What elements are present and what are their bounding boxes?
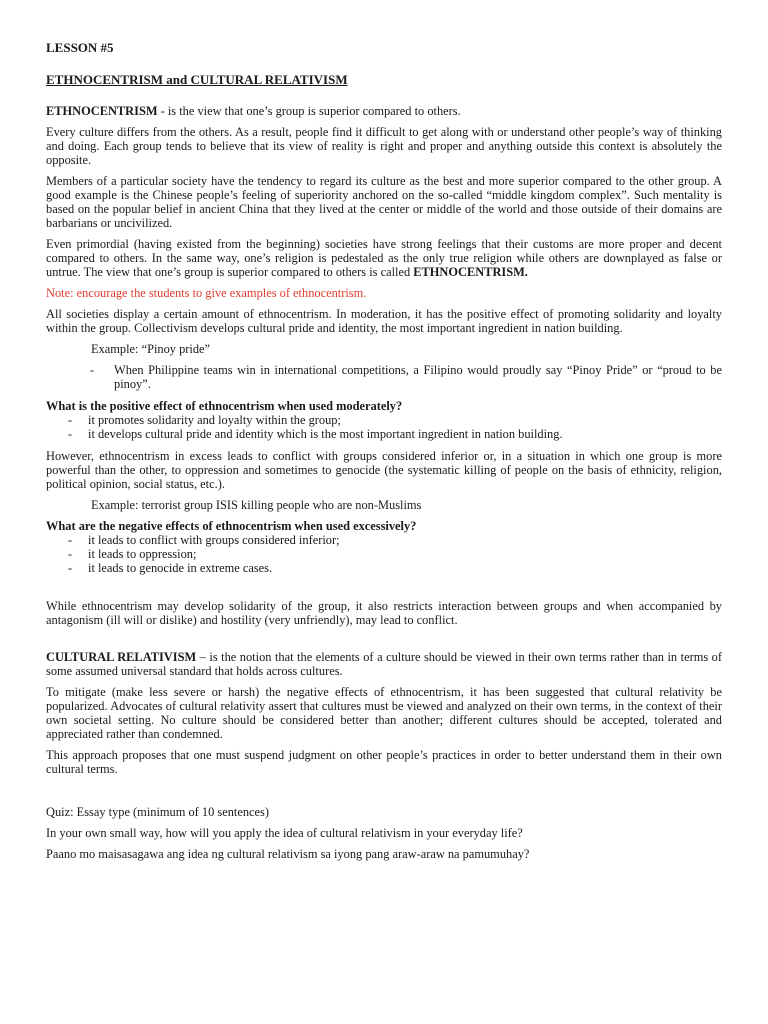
teacher-note: Note: encourage the students to give examples of ethnocentrism. [46,286,367,300]
spacer [46,583,722,599]
list-item: - it leads to oppression; [46,547,722,561]
example-isis: Example: terrorist group ISIS killing people who are non-Muslims [91,498,422,512]
paragraph-primordial [46,237,722,279]
cultural-relativism-term: CULTURAL RELATIVISM [46,650,197,664]
cultural-relativism-definition-text: – is the notion that the elements of a culture should be viewed in their own terms rather than in terms of some assumed universal standard that holds across cultures. [46,650,722,678]
ethnocentrism-definition [46,104,722,118]
lesson-title: ETHNOCENTRISM and CULTURAL RELATIVISM [46,72,348,87]
list-item: - it develops cultural pride and identity which is the most important ingredient in nation building. [46,427,722,441]
list-item: - it leads to genocide in extreme cases. [46,561,722,575]
paragraph-mitigate: To mitigate (make less severe or harsh) the negative effects of ethnocentrism, it has been suggested that cultural relativity be popularized. Advocates of cultural relativity assert that cultures must be viewed and analyzed on their own terms, in the context of their own societal setting. No culture should be considered better than another; different cultures should be accepted, tolerated and appreciated rather than condemned. [46,685,722,741]
paragraph-culture-differs: Every culture differs from the others. As a result, people find it difficult to get along with or understand other people’s way of thinking and doing. Each group tends to believe that its view of reality is right and proper and anything outside this context is absolutely the opposite. [46,125,722,167]
spacer [46,783,722,805]
list-item: - When Philippine teams win in international competitions, a Filipino would proudly say “Pinoy Pride” or “proud to be pinoy”. [46,363,722,391]
positive-effect-question: What is the positive effect of ethnocentrism when used moderately? [46,399,403,413]
lesson-number: LESSON #5 [46,40,114,55]
list-item: - it leads to conflict with groups considered inferior; [46,533,722,547]
paragraph-excess: However, ethnocentrism in excess leads to conflict with groups considered inferior or, in a situation in which one group is more powerful than the other, to oppression and sometimes to genocide (the systematic killing of people on the basis of ethnicity, religion, political opinion, social status, etc.). [46,449,722,491]
ethnocentrism-definition-text: - is the view that one’s group is superior compared to others. [157,104,461,118]
quiz-question-filipino: Paano mo maisasagawa ang idea ng cultural relativism sa iyong pang araw-araw na pamumuhay? [46,847,530,861]
positive-effect-list [46,413,722,441]
paragraph-middle-kingdom: Members of a particular society have the tendency to regard its culture as the best and more superior compared to the other group. A good example is the Chinese people’s feeling of superiority anchored on the so-called “middle kingdom complex”. Such mentality is based on the popular belief in ancient China that they lived at the center or middle of the world and those outside of their domains are barbarians or uncivilized. [46,174,722,230]
paragraph-moderation: All societies display a certain amount of ethnocentrism. In moderation, it has the positive effect of promoting solidarity and loyalty within the group. Collectivism develops cultural pride and identity, the most important ingredient in nation building. [46,307,722,335]
primordial-text: Even primordial (having existed from the beginning) societies have strong feelings that their customs are more proper and decent compared to others. In the same way, one’s religion is pedestaled as the only true religion while others are downplayed as false or untrue. The view that one’s group is superior compared to others is called [46,237,722,279]
primordial-term: ETHNOCENTRISM. [413,265,528,279]
list-item: - it promotes solidarity and loyalty within the group; [46,413,722,427]
example-pinoy-list [46,363,722,391]
quiz-heading: Quiz: Essay type (minimum of 10 sentences) [46,805,269,819]
paragraph-approach: This approach proposes that one must suspend judgment on other people’s practices in order to better understand them in their own cultural terms. [46,748,722,776]
cultural-relativism-definition [46,650,722,678]
negative-effect-list [46,533,722,575]
example-pinoy-pride: Example: “Pinoy pride” [91,342,211,356]
quiz-question-english: In your own small way, how will you apply the idea of cultural relativism in your everyday life? [46,826,523,840]
negative-effect-question: What are the negative effects of ethnocentrism when used excessively? [46,519,417,533]
paragraph-solidarity: While ethnocentrism may develop solidarity of the group, it also restricts interaction between groups and when accompanied by antagonism (ill will or dislike) and hostility (very unfriendly), may lead to conflict. [46,599,722,627]
spacer [46,634,722,650]
ethnocentrism-term: ETHNOCENTRISM [46,104,158,118]
